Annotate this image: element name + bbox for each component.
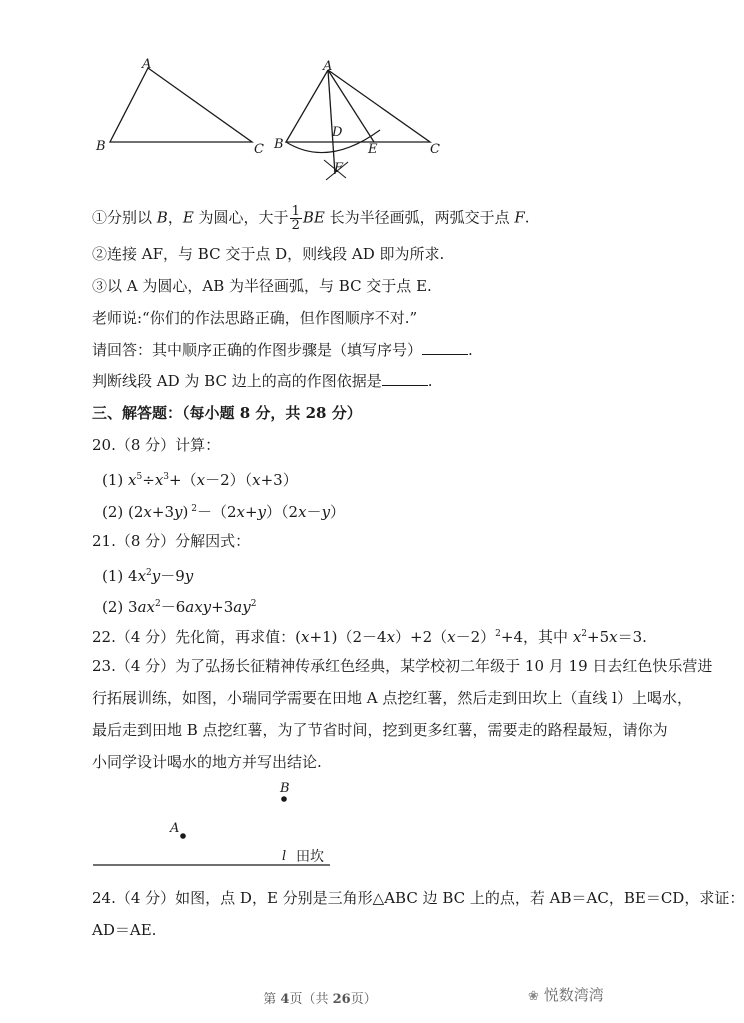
question-order: 请回答：其中顺序正确的作图步骤是（填写序号） . xyxy=(92,341,473,359)
step-3: ③以 A 为圆心，AB 为半径画弧，与 BC 交于点 E. xyxy=(92,277,432,295)
step-1: ①分别以 B，E 为圆心，大于 $\frac{1}{2}$ BE 长为半径画弧，两弧交于点 F. xyxy=(92,204,530,233)
q20-part1: (1) $x^5\div x^3+(x-2)(x+3)$ xyxy=(102,471,298,489)
section-heading: 三、解答题：（每小题 8 分，共 28 分） xyxy=(92,404,362,422)
q21-heading: 21.（8 分）分解因式： xyxy=(92,532,251,550)
figure-field xyxy=(88,780,348,870)
teacher-comment: 老师说:“你们的作法思路正确，但作图顺序不对.” xyxy=(92,309,418,327)
q23-line2: 行拓展训练，如图，小瑞同学需要在田地 A 点挖红薯，然后走到田坎上（直线 l）上喝水， xyxy=(92,689,692,707)
q23-line3: 最后走到田地 B 点挖红薯，为了节省时间，挖到更多红薯，需要走的路程最短，请你为 xyxy=(92,721,668,739)
label-a: A xyxy=(170,821,180,836)
label-a: A xyxy=(142,57,152,72)
q20-heading: 20.（8 分）计算： xyxy=(92,436,221,454)
label-b: B xyxy=(274,137,284,152)
q24-line1: 24.（4 分）如图，点 D，E 分别是三角形△ABC 边 BC 上的点，若 AB＝AC，BE＝CD，求证： xyxy=(92,889,744,907)
answer-blank xyxy=(422,340,468,355)
question-basis: 判断线段 AD 为 BC 边上的高的作图依据是 . xyxy=(92,372,433,390)
page-footer: 第 4页（共 26页） xyxy=(263,992,377,1007)
figure-construction xyxy=(268,58,448,188)
label-c: C xyxy=(430,142,440,157)
label-d: D xyxy=(332,125,343,140)
answer-blank xyxy=(382,371,428,386)
q21-part2: (2) $3ax^2-6axy+3ay^2$ xyxy=(102,598,257,616)
wechat-icon: ❀ xyxy=(528,989,539,1004)
label-b: B xyxy=(280,781,290,796)
label-l: l xyxy=(282,849,287,864)
q23-line1: 23.（4 分）为了弘扬长征精神传承红色经典，某学校初二年级于 10 月 19 日去红色快乐营进 xyxy=(92,657,713,675)
q20-part2: (2) (2x+3y) $^2$－（2x+y）（2x－y） xyxy=(102,503,346,521)
label-f: F xyxy=(334,161,344,176)
q24-line2: AD＝AE. xyxy=(92,921,157,939)
label-a: A xyxy=(323,59,333,74)
label-b: B xyxy=(96,139,106,154)
label-c: C xyxy=(254,142,264,157)
label-field: 田坎 xyxy=(296,849,324,865)
step-2: ②连接 AF，与 BC 交于点 D，则线段 AD 即为所求. xyxy=(92,245,445,263)
fraction-half: $\frac{1}{2}$ xyxy=(291,204,300,233)
q21-part1: (1) $4x^2y-9y$ xyxy=(102,567,194,585)
figure-triangle-abc xyxy=(90,58,270,158)
watermark: ❀ 悦数湾湾 xyxy=(528,986,604,1004)
label-e: E xyxy=(368,142,378,157)
q23-line4: 小同学设计喝水的地方并写出结论. xyxy=(92,753,322,771)
q22: 22.（4 分）先化简，再求值：$(x+1)(2-4x)+2(x-2)^2+4$，其中 $x^2+5x=3$. xyxy=(92,628,647,646)
